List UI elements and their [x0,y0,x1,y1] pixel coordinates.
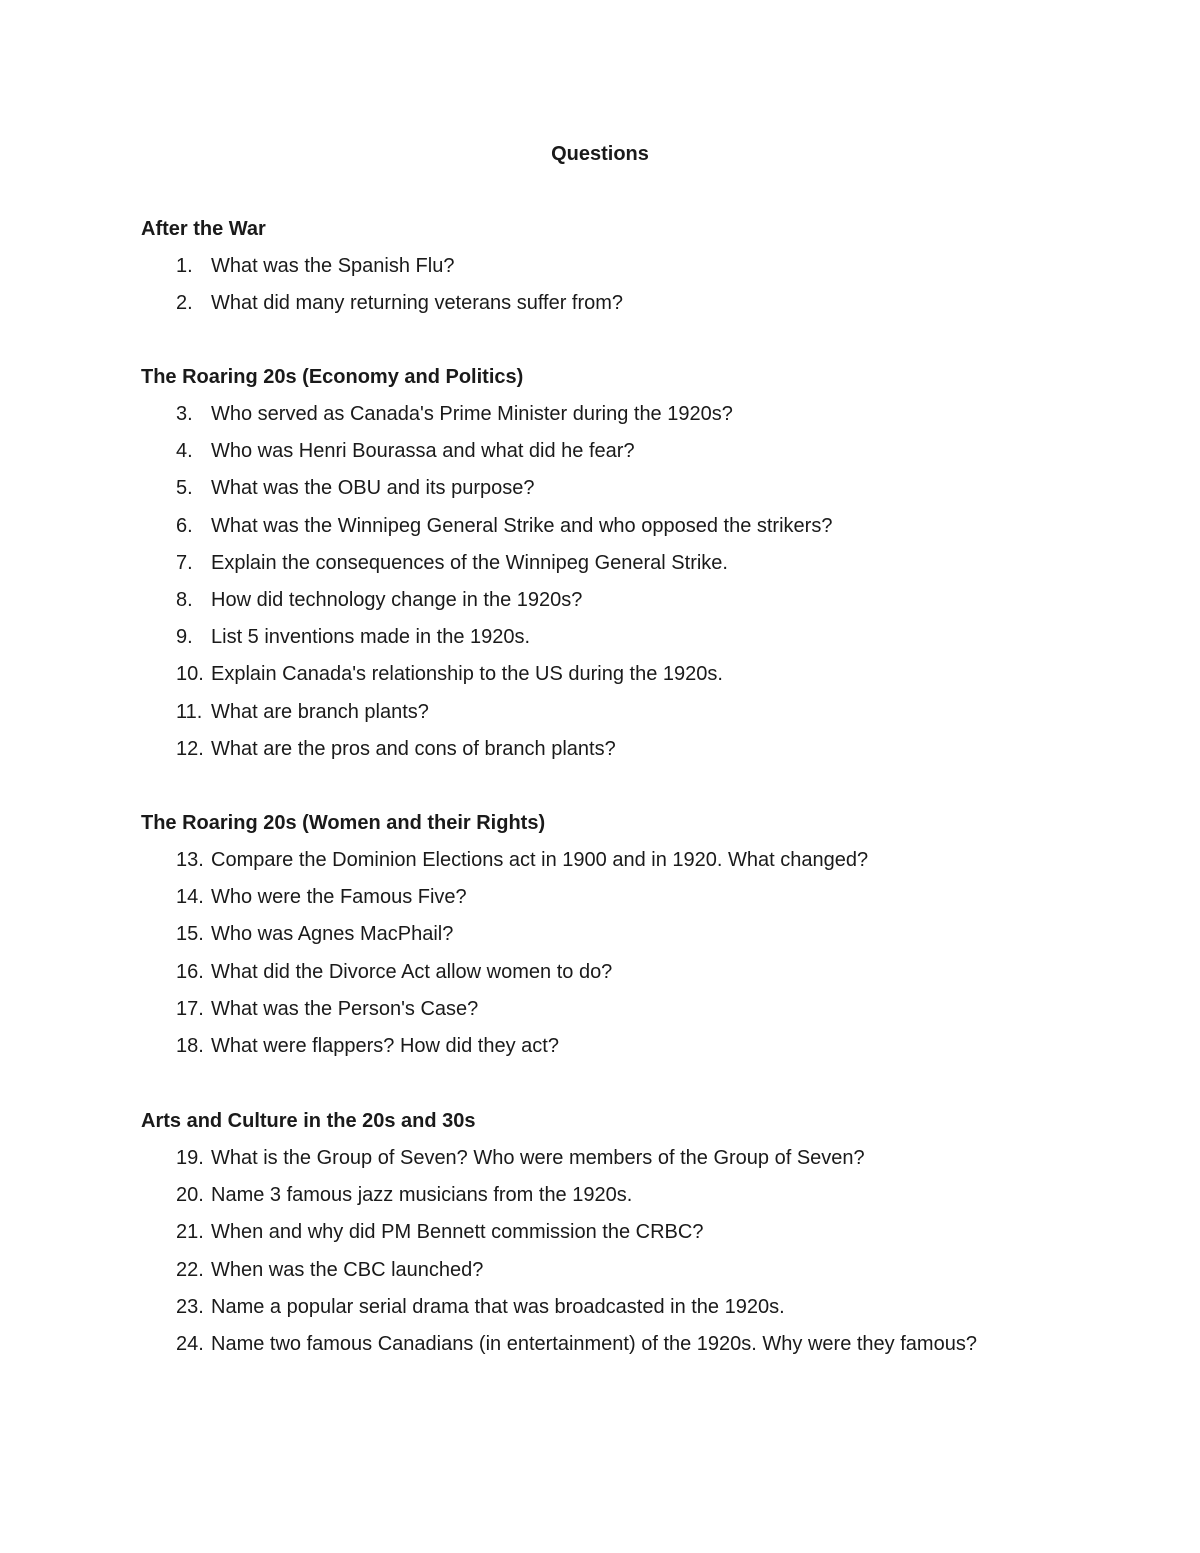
question-item [141,996,1141,1033]
question-text: What did the Divorce Act allow women to do? [211,960,613,983]
question-number: 23. [176,1295,204,1318]
question-item [141,699,1141,736]
question-item [141,401,1141,438]
section-economy-and-politics [141,364,1141,773]
section-heading: After the War [141,218,266,240]
question-item [141,513,1141,550]
section-heading: The Roaring 20s (Women and their Rights) [141,812,546,834]
question-item [141,1294,1141,1331]
question-number: 8. [176,588,193,611]
question-number: 15. [176,923,204,946]
question-number: 24. [176,1332,204,1355]
section-arts-and-culture [141,1108,1141,1368]
question-item [141,1033,1141,1070]
question-text: Who served as Canada's Prime Minister during the 1920s? [211,403,733,425]
question-text: What are the pros and cons of branch plants? [211,737,616,760]
question-text: Name 3 famous jazz musicians from the 1920s. [211,1184,633,1207]
question-text: Explain the consequences of the Winnipeg General Strike. [211,551,728,574]
question-item [141,736,1141,773]
question-text: Name a popular serial drama that was broadcasted in the 1920s. [211,1295,785,1318]
question-text: What was the Person's Case? [211,997,479,1020]
question-text: When and why did PM Bennett commission the CRBC? [211,1221,704,1244]
question-item [141,959,1141,996]
question-number: 4. [176,440,193,463]
question-text: What is the Group of Seven? Who were members of the Group of Seven? [211,1147,865,1169]
question-number: 14. [176,886,204,909]
section-women-and-their-rights [141,810,1141,1070]
question-item [141,624,1141,661]
question-item [141,253,1141,290]
question-text: What was the Spanish Flu? [211,255,455,277]
section-after-the-war [141,216,1141,327]
question-item [141,587,1141,624]
question-text: When was the CBC launched? [211,1258,484,1281]
question-text: What was the OBU and its purpose? [211,477,535,500]
question-item [141,1219,1141,1256]
section-heading: Arts and Culture in the 20s and 30s [141,1110,476,1132]
question-item [141,290,1141,327]
question-text: Explain Canada's relationship to the US during the 1920s. [211,663,723,686]
question-item [141,847,1141,884]
question-text: How did technology change in the 1920s? [211,588,583,611]
question-item [141,884,1141,921]
question-text: What were flappers? How did they act? [211,1034,559,1057]
question-number: 7. [176,551,193,574]
question-text: What did many returning veterans suffer from? [211,292,624,315]
question-item [141,1145,1141,1182]
question-number: 21. [176,1221,204,1244]
question-number: 12. [176,737,204,760]
question-number: 9. [176,626,193,649]
question-text: Who was Henri Bourassa and what did he fear? [211,440,635,463]
question-item [141,921,1141,958]
question-item [141,1257,1141,1294]
question-number: 11. [176,700,203,723]
section-heading: The Roaring 20s (Economy and Politics) [141,366,524,388]
question-number: 13. [176,849,204,871]
question-text: List 5 inventions made in the 1920s. [211,626,531,649]
question-item [141,661,1141,698]
question-text: Who were the Famous Five? [211,886,467,909]
question-text: Name two famous Canadians (in entertainment) of the 1920s. Why were they famous? [211,1332,977,1355]
question-item [141,1331,1141,1368]
question-text: Compare the Dominion Elections act in 1900 and in 1920. What changed? [211,849,869,871]
question-number: 10. [176,663,204,686]
question-number: 2. [176,292,193,315]
question-number: 5. [176,477,193,500]
question-number: 22. [176,1258,204,1281]
question-item [141,475,1141,512]
question-item [141,1182,1141,1219]
question-item [141,438,1141,475]
question-text: What are branch plants? [211,700,429,723]
question-number: 18. [176,1034,204,1057]
question-number: 16. [176,960,204,983]
question-number: 3. [176,403,193,425]
question-number: 20. [176,1184,204,1207]
question-number: 6. [176,514,193,537]
question-text: What was the Winnipeg General Strike and who opposed the strikers? [211,514,833,537]
question-number: 1. [176,255,193,277]
question-item [141,550,1141,587]
question-number: 17. [176,997,204,1020]
page-title: Questions [551,143,649,165]
question-text: Who was Agnes MacPhail? [211,923,454,946]
question-number: 19. [176,1147,204,1169]
